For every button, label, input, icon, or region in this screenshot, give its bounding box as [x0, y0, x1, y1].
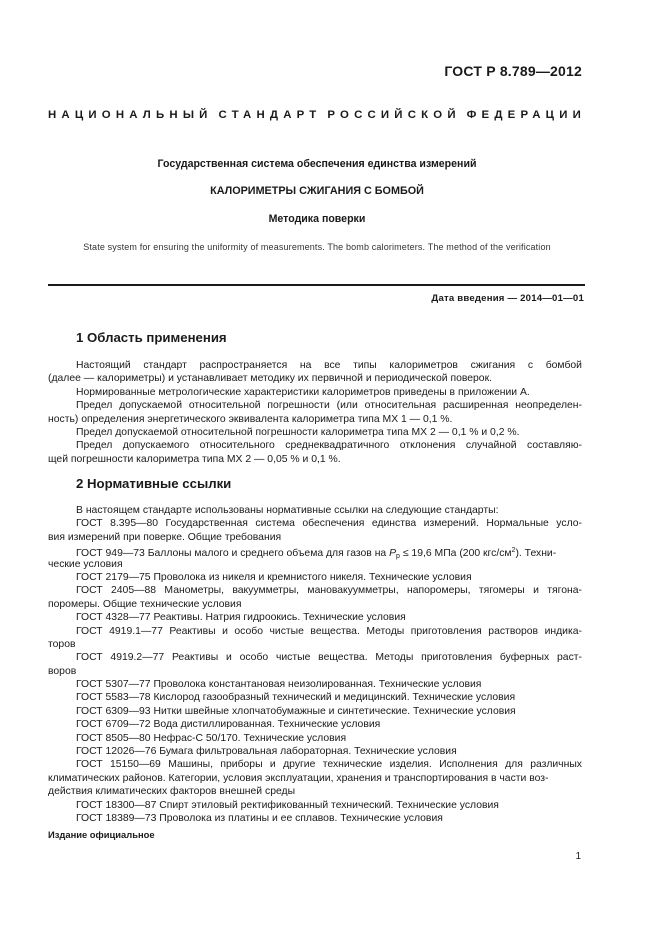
- text-line: Нормированные метрологические характеристики калориметров приведены в приложении А.: [76, 386, 530, 398]
- text-line: ность) определения энергетического эквивалента калориметра типа МХ 1 — 0,1 %.: [48, 413, 453, 425]
- text-line: поромеры. Общие технические условия: [48, 598, 242, 610]
- reference-line: ГОСТ 4919.2—77 Реактивы и особо чистые вещества. Методы приготовления буферных раст-: [76, 652, 582, 664]
- reference-line: ГОСТ 2405—88 Манометры, вакуумметры, мановакуумметры, напоромеры, тягомеры и тягона-: [76, 585, 582, 597]
- reference-line: ГОСТ 18300—87 Спирт этиловый ректификованный технический. Технические условия: [76, 799, 499, 811]
- pressure-symbol: P: [389, 548, 397, 560]
- text-line: (далее — калориметры) и устанавливает методику их первичной и периодической поверок.: [48, 373, 493, 385]
- reference-line: ГОСТ 5583—78 Кислород газообразный технический и медицинский. Технические условия: [76, 692, 516, 704]
- text-line: щей погрешности калориметра типа МХ 2 — 0,05 % и 0,1 %.: [48, 453, 341, 465]
- banner-word: СТАНДАРТ: [218, 109, 322, 121]
- reference-line: ГОСТ 12026—76 Бумага фильтровальная лабораторная. Технические условия: [76, 746, 457, 758]
- text-fragment: ≤ 19,6 МПа (200 кгс/см: [399, 548, 512, 560]
- text-line: действия климатических факторов внешней среды: [48, 786, 296, 798]
- text-fragment: ГОСТ 949—73 Баллоны малого и среднего объема для газов на: [76, 548, 387, 560]
- title-divider: [48, 284, 585, 286]
- english-title: State system for ensuring the uniformity of measurements. The bomb calorimeters. The method of the verification: [83, 242, 551, 252]
- document-title: КАЛОРИМЕТРЫ СЖИГАНИЯ С БОМБОЙ: [210, 185, 424, 197]
- text-line: торов: [48, 638, 76, 650]
- reference-line: ГОСТ 18389—73 Проволока из платины и ее сплавов. Технические условия: [76, 812, 443, 824]
- national-standard-banner: [48, 109, 586, 121]
- reference-line: ГОСТ 5307—77 Проволока константановая неизолированная. Технические условия: [76, 679, 482, 691]
- document-code: ГОСТ Р 8.789—2012: [444, 63, 582, 79]
- introduction-date: Дата введения — 2014—01—01: [431, 293, 584, 304]
- text-line: Предел допускаемой относительной погрешности калориметра типа МХ 2 — 0,1 % и 0,2 %.: [76, 426, 520, 438]
- document-subtitle: Методика поверки: [268, 213, 366, 225]
- text-line: вия измерений при поверке. Общие требования: [48, 531, 282, 543]
- text-line: Настоящий стандарт распространяется на все типы калориметров сжигания с бомбой: [76, 360, 582, 371]
- banner-word: РОССИЙСКОЙ: [327, 109, 461, 121]
- reference-line: ГОСТ 6309—93 Нитки швейные хлопчатобумажные и синтетические. Технические условия: [76, 705, 516, 717]
- section-references-body: [48, 504, 582, 825]
- reference-line: ГОСТ 6709—72 Вода дистиллированная. Технические условия: [76, 719, 381, 731]
- reference-line: ГОСТ 2179—75 Проволока из никеля и кремнистого никеля. Технические условия: [76, 571, 472, 583]
- unit-superscript: 2: [511, 547, 516, 555]
- page-number: 1: [575, 851, 581, 862]
- banner-word: ФЕДЕРАЦИИ: [466, 109, 586, 121]
- reference-line: [48, 544, 582, 561]
- system-title: Государственная система обеспечения единства измерений: [157, 158, 477, 170]
- reference-line: ГОСТ 15150—69 Машины, приборы и другие технические изделия. Исполнения для различных: [76, 759, 582, 771]
- text-line: ческие условия: [48, 558, 123, 570]
- reference-line: ГОСТ 4328—77 Реактивы. Натрия гидроокись. Технические условия: [76, 612, 406, 624]
- text-line: Предел допускаемого относительного среднеквадратичного отклонения случайной составляю-: [76, 440, 582, 452]
- section-heading-scope: 1 Область применения: [76, 330, 227, 345]
- reference-line: ГОСТ 4919.1—77 Реактивы и особо чистые вещества. Методы приготовления растворов индика-: [76, 625, 582, 637]
- reference-line: ГОСТ 8.395—80 Государственная система обеспечения единства измерений. Нормальные усло-: [76, 518, 582, 530]
- section-heading-references: 2 Нормативные ссылки: [76, 476, 232, 491]
- text-line: воров: [48, 665, 77, 677]
- text-line: климатических районов. Категории, условия эксплуатации, хранения и транспортирования в части воз-: [48, 772, 549, 784]
- banner-word: НАЦИОНАЛЬНЫЙ: [48, 109, 213, 121]
- text-fragment: ). Техни-: [515, 548, 557, 560]
- reference-line: ГОСТ 8505—80 Нефрас-С 50/170. Технические условия: [76, 732, 347, 744]
- section-scope-body: [48, 359, 582, 466]
- pressure-subscript: р: [396, 553, 400, 561]
- text-line: В настоящем стандарте использованы нормативные ссылки на следующие стандарты:: [76, 505, 499, 516]
- official-edition-note: Издание официальное: [48, 829, 155, 840]
- text-line: Предел допускаемой относительной погрешности (или относительная расширенная неопределен-: [76, 400, 582, 412]
